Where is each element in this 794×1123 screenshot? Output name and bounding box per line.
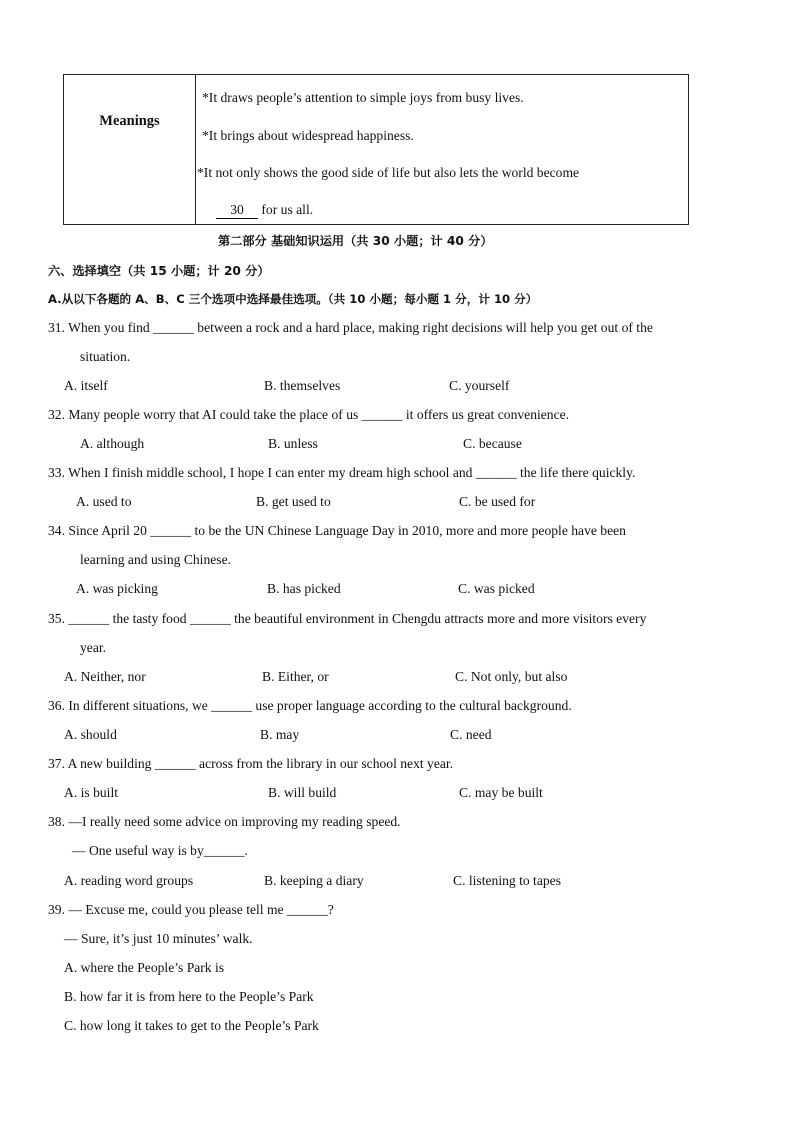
option-32-a[interactable]: A. although <box>80 436 145 451</box>
option-35-b[interactable]: B. Either, or <box>262 669 329 684</box>
table-label: Meanings <box>99 113 160 129</box>
option-34-b[interactable]: B. has picked <box>267 581 341 596</box>
table-line-4-rest: for us all. <box>261 202 314 217</box>
table-divider <box>195 75 196 224</box>
option-38-a[interactable]: A. reading word groups <box>64 873 194 888</box>
question-31-stem-cont: situation. <box>80 349 131 364</box>
option-37-c[interactable]: C. may be built <box>459 785 543 800</box>
option-32-c[interactable]: C. because <box>463 436 522 451</box>
question-38-stem: 38. —I really need some advice on improving my reading speed. <box>48 814 401 829</box>
option-36-c[interactable]: C. need <box>450 727 492 742</box>
answer-blank-30[interactable]: 30 <box>216 202 258 219</box>
option-31-c[interactable]: C. yourself <box>449 378 510 393</box>
option-39-b[interactable]: B. how far it is from here to the People’s Park <box>64 989 314 1004</box>
question-39-response: — Sure, it’s just 10 minutes’ walk. <box>64 931 253 946</box>
question-34-stem-cont: learning and using Chinese. <box>80 552 232 567</box>
option-33-c[interactable]: C. be used for <box>459 494 536 509</box>
option-38-b[interactable]: B. keeping a diary <box>264 873 364 888</box>
option-38-c[interactable]: C. listening to tapes <box>453 873 561 888</box>
part-title: 第二部分 基础知识运用（共 30 小题；计 40 分） <box>218 234 493 248</box>
option-32-b[interactable]: B. unless <box>268 436 318 451</box>
question-35-stem: 35. ______ the tasty food ______ the beautiful environment in Chengdu attracts more and more visitors every <box>48 611 647 626</box>
option-31-b[interactable]: B. themselves <box>264 378 341 393</box>
option-35-a[interactable]: A. Neither, nor <box>64 669 146 684</box>
option-34-a[interactable]: A. was picking <box>76 581 158 596</box>
question-37-stem: 37. A new building ______ across from the library in our school next year. <box>48 756 454 771</box>
option-36-b[interactable]: B. may <box>260 727 300 742</box>
table-line-1: *It draws people’s attention to simple joys from busy lives. <box>202 90 524 105</box>
question-39-stem: 39. — Excuse me, could you please tell me ______? <box>48 902 334 917</box>
question-38-response: — One useful way is by______. <box>72 843 248 858</box>
meanings-table <box>63 74 689 225</box>
table-line-2: *It brings about widespread happiness. <box>202 128 414 143</box>
question-35-stem-cont: year. <box>80 640 107 655</box>
question-33-stem: 33. When I finish middle school, I hope I can enter my dream high school and ______ the life there quickly. <box>48 465 636 480</box>
option-34-c[interactable]: C. was picked <box>458 581 535 596</box>
option-37-a[interactable]: A. is built <box>64 785 119 800</box>
section-title: 六、选择填空（共 15 小题；计 20 分） <box>48 264 270 278</box>
question-31-stem: 31. When you find ______ between a rock and a hard place, making right decisions will help you get out of the <box>48 320 653 335</box>
option-36-a[interactable]: A. should <box>64 727 117 742</box>
question-34-stem: 34. Since April 20 ______ to be the UN Chinese Language Day in 2010, more and more people have been <box>48 523 626 538</box>
option-33-b[interactable]: B. get used to <box>256 494 331 509</box>
option-35-c[interactable]: C. Not only, but also <box>455 669 568 684</box>
question-32-stem: 32. Many people worry that AI could take the place of us ______ it offers us great convenience. <box>48 407 570 422</box>
option-33-a[interactable]: A. used to <box>76 494 132 509</box>
question-36-stem: 36. In different situations, we ______ use proper language according to the cultural background. <box>48 698 572 713</box>
option-39-c[interactable]: C. how long it takes to get to the People’s Park <box>64 1018 319 1033</box>
option-39-a[interactable]: A. where the People’s Park is <box>64 960 225 975</box>
option-31-a[interactable]: A. itself <box>64 378 108 393</box>
sub-title: A.从以下各题的 A、B、C 三个选项中选择最佳选项。（共 10 小题；每小题 1 分，计 10 分） <box>48 292 538 306</box>
option-37-b[interactable]: B. will build <box>268 785 337 800</box>
table-line-3: *It not only shows the good side of life but also lets the world become <box>197 165 580 180</box>
table-line-4 <box>216 202 313 219</box>
